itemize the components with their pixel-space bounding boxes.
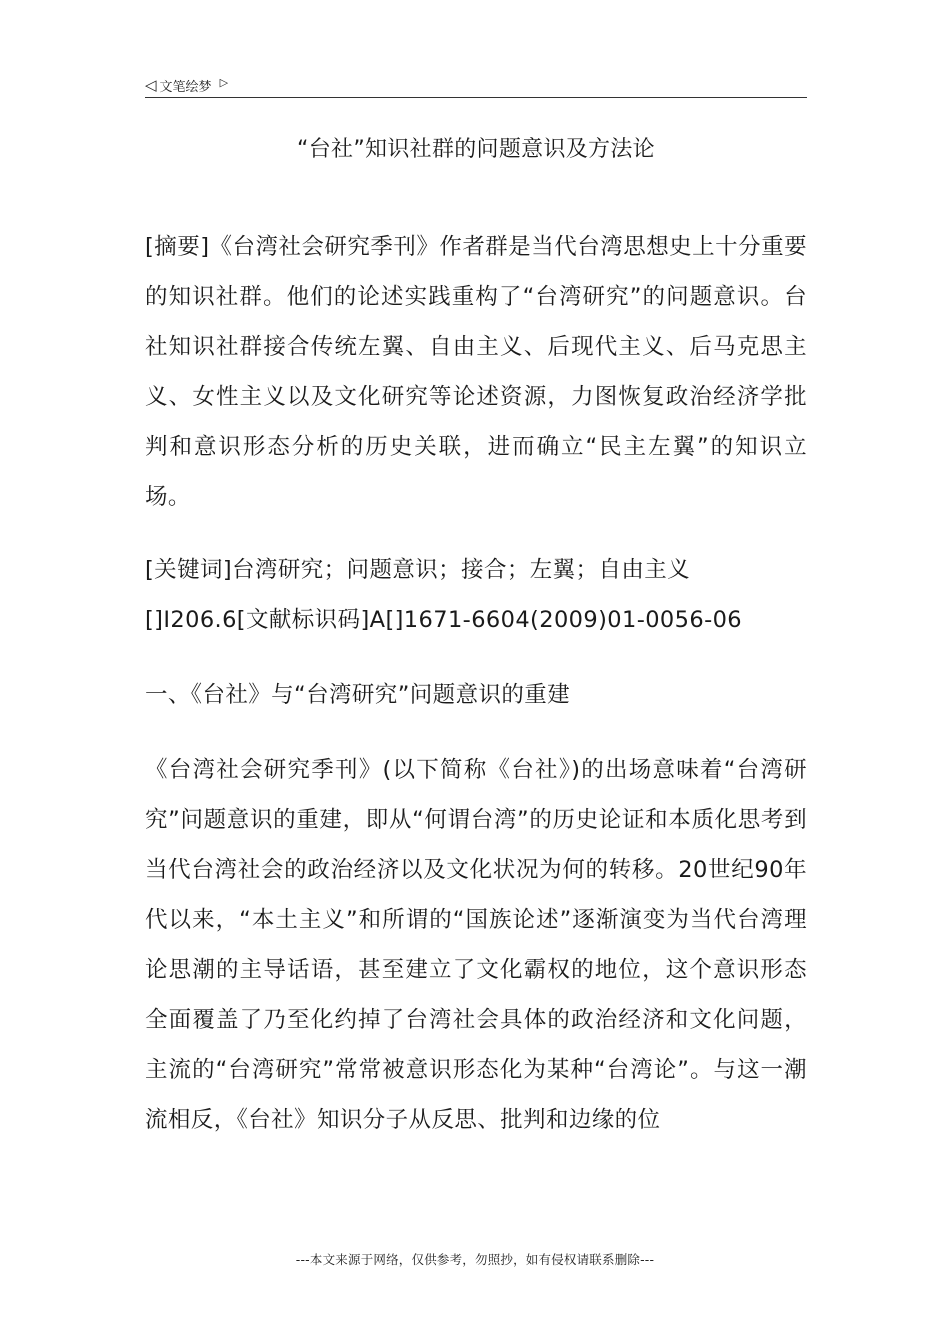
keywords-line: [关键词]台湾研究；问题意识；接合；左翼；自由主义 [145, 557, 691, 583]
section-heading: 一、《台社》与“台湾研究”问题意识的重建 [145, 682, 571, 708]
triangle-left-icon: ◁ [145, 75, 157, 94]
page-header [145, 74, 228, 96]
abstract-paragraph: [摘要]《台湾社会研究季刊》作者群是当代台湾思想史上十分重要的知识社群。他们的论述实践重构了“台湾研究”的问题意识。台社知识社群接合传统左翼、自由主义、后现代主义、后马克思主义、女性主义以及文化研究等论述资源，力图恢复政治经济学批判和意识形态分析的历史关联，进而确立“民主左翼”的知识立场。 [145, 234, 807, 510]
header-text: 文笔绘梦 [159, 79, 212, 95]
body-paragraph: 《台湾社会研究季刊》(以下简称《台社》)的出场意味着“台湾研究”问题意识的重建，即从“何谓台湾”的历史论证和本质化思考到当代台湾社会的政治经济以及文化状况为何的转移。20世纪90年代以来，“本土主义”和所谓的“国族论述”逐渐演变为当代台湾理论思潮的主导话语，甚至建立了文化霸权的地位，这个意识形态全面覆盖了乃至化约掉了台湾社会具体的政治经济和文化问题，主流的“台湾研究”常常被意识形态化为某种“台湾论”。与这一潮流相反，《台社》知识分子从反思、批判和边缘的位 [145, 757, 807, 1133]
classification-line: []I206.6[文献标识码]A[]1671-6604(2009)01-0056-06 [145, 607, 743, 633]
header-divider [145, 97, 807, 98]
document-title: “台社”知识社群的问题意识及方法论 [297, 137, 655, 162]
triangle-right-icon: ▷ [219, 75, 229, 89]
footer-notice: ---本文来源于网络，仅供参考，勿照抄，如有侵权请联系删除--- [295, 1252, 655, 1267]
